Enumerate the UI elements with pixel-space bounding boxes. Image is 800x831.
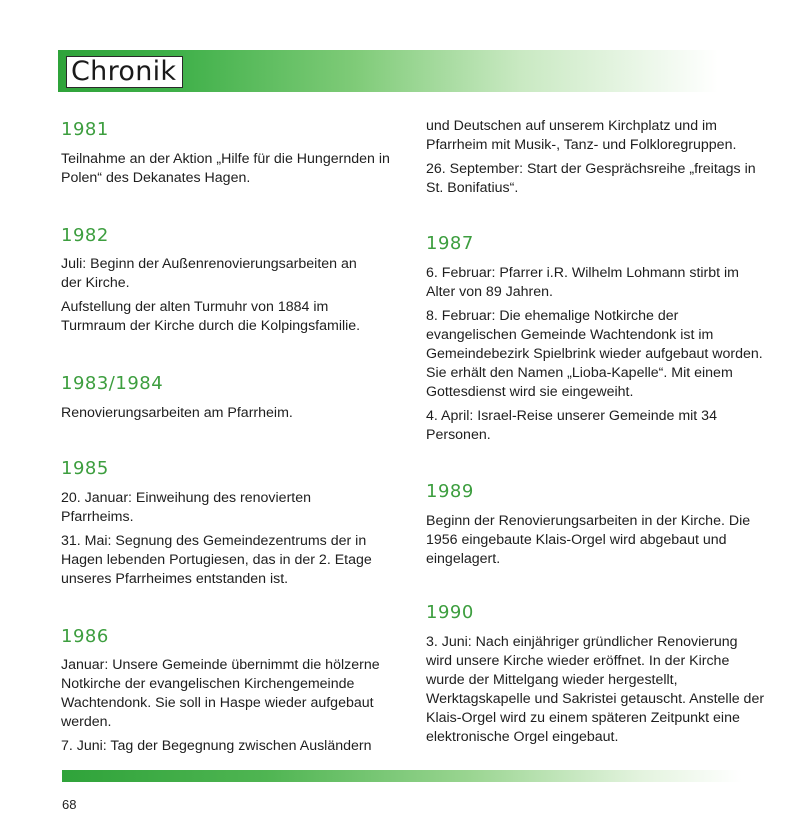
year-heading-1981: 1981 <box>61 119 109 140</box>
entry-paragraph: 26. September: Start der Gesprächsreihe „freitags in St. Bonifatius“. <box>426 161 756 196</box>
entry-paragraph: 20. Januar: Einweihung des renovierten Pfarrheims. <box>61 490 312 525</box>
entry-paragraph: Teilnahme an der Aktion „Hilfe für die Hungernden in Polen“ des Dekanates Hagen. <box>61 151 390 186</box>
entry-paragraph: Beginn der Renovierungsarbeiten in der Kirche. Die 1956 eingebaute Klais-Orgel wird abgebaut und eingelagert. <box>426 513 751 567</box>
entry-paragraph: 3. Juni: Nach einjähriger gründlicher Renovierung wird unsere Kirche wieder eröffnet. In der Kirche wurde der Mittelgang wieder hergestellt, Werktagskapelle und Sakristei getauscht. Anstelle der Klais-Orgel wird zu einem späteren Zeitpunkt eine elektronische Orgel eingebaut. <box>426 634 765 745</box>
entry-paragraph: 31. Mai: Segnung des Gemeindezentrums der in Hagen lebenden Portugiesen, das in der 2. Etage unseres Pfarrheimes entstanden ist. <box>61 533 372 587</box>
entry-paragraph-continued: und Deutschen auf unserem Kirchplatz und im Pfarrheim mit Musik-, Tanz- und Folkloregruppen. <box>426 118 737 153</box>
footer-gradient-bar <box>62 770 742 782</box>
page-title: Chronik <box>66 56 183 88</box>
entry-paragraph: Aufstellung der alten Turmuhr von 1884 im Turmraum der Kirche durch die Kolpingsfamilie. <box>61 299 361 334</box>
entry-paragraph: 6. Februar: Pfarrer i.R. Wilhelm Lohmann stirbt im Alter von 89 Jahren. <box>426 265 740 300</box>
year-heading-1986: 1986 <box>61 626 109 647</box>
entry-paragraph: 8. Februar: Die ehemalige Notkirche der evangelischen Gemeinde Wachtendonk ist im Gemeindebezirk Spielbrink wieder aufgebaut worden. Sie erhält den Namen „Lioba-Kapelle“. Mit einem Gottesdienst wird sie eingeweiht. <box>426 308 763 400</box>
entry-paragraph: 4. April: Israel-Reise unserer Gemeinde mit 34 Personen. <box>426 408 717 443</box>
year-heading-1985: 1985 <box>61 458 109 479</box>
entry-paragraph: Renovierungsarbeiten am Pfarrheim. <box>61 405 293 421</box>
year-heading-1982: 1982 <box>61 225 109 246</box>
entry-paragraph: Januar: Unsere Gemeinde übernimmt die hölzerne Notkirche der evangelischen Kirchengemeinde Wachtendonk. Sie soll in Haspe wieder aufgebaut werden. <box>61 657 380 730</box>
entry-paragraph: Juli: Beginn der Außenrenovierungsarbeiten an der Kirche. <box>61 256 357 291</box>
year-heading-1990: 1990 <box>426 602 474 623</box>
entry-paragraph: 7. Juni: Tag der Begegnung zwischen Ausländern <box>61 738 372 754</box>
page-number: 68 <box>62 797 77 812</box>
year-heading-1987: 1987 <box>426 233 474 254</box>
year-heading-1983-1984: 1983/1984 <box>61 373 164 394</box>
year-heading-1989: 1989 <box>426 481 474 502</box>
